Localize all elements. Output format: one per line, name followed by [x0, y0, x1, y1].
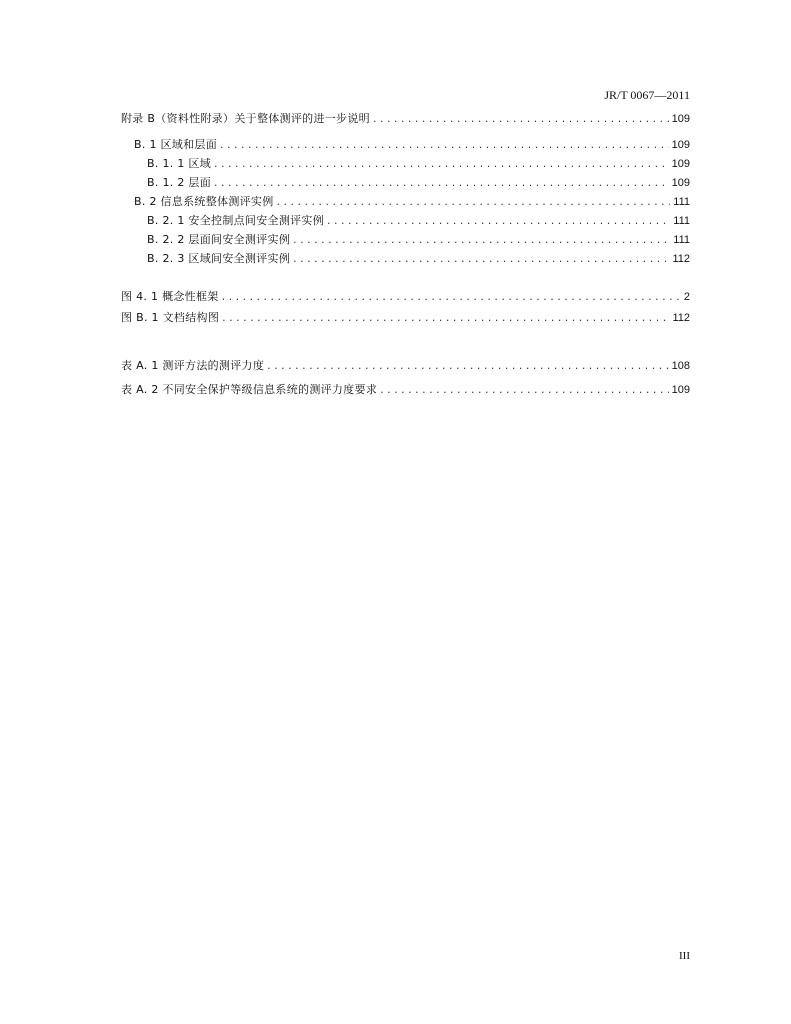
toc-entry-b2-2[interactable]	[0, 232, 791, 248]
toc-entry-b2-3[interactable]	[0, 251, 791, 267]
toc-entry-page: 109	[671, 139, 690, 151]
toc-entry-page: 111	[673, 234, 690, 246]
toc-entry-appendix-b[interactable]	[0, 111, 791, 127]
toc-dot-leader	[214, 156, 669, 172]
toc-entry-page: 109	[671, 113, 690, 125]
toc-entry-label: B. 1 区域和层面	[134, 138, 218, 151]
toc-entry-b1[interactable]	[0, 137, 791, 153]
toc-dot-leader	[222, 289, 681, 305]
toc-dot-leader	[214, 175, 669, 191]
toc-entry-page: 109	[671, 177, 690, 189]
table-entry-a-1[interactable]	[0, 358, 791, 374]
figure-entry-b-1[interactable]	[0, 310, 791, 326]
toc-entry-label: B. 2. 3 区域间安全测评实例	[147, 252, 291, 265]
table-entry-page: 109	[671, 384, 690, 396]
toc-dot-leader	[293, 251, 669, 267]
document-code: JR/T 0067—2011	[604, 88, 690, 102]
toc-entry-label: 附录 B（资料性附录）关于整体测评的进一步说明	[121, 112, 370, 125]
toc-entry-page: 111	[673, 215, 690, 227]
toc-entry-b1-2[interactable]	[0, 175, 791, 191]
toc-entry-b1-1[interactable]	[0, 156, 791, 172]
toc-entry-label: B. 2. 1 安全控制点间安全测评实例	[147, 214, 325, 227]
toc-dot-leader	[267, 358, 669, 374]
table-entry-page: 108	[671, 360, 690, 372]
toc-dot-leader	[327, 213, 670, 229]
table-entry-label: 表 A. 2 不同安全保护等级信息系统的测评力度要求	[121, 383, 378, 396]
toc-dot-leader	[293, 232, 670, 248]
toc-entry-label: B. 1. 1 区域	[147, 157, 212, 170]
figure-entry-label: 图 4. 1 概念性框架	[121, 290, 219, 303]
figure-entry-4-1[interactable]	[0, 289, 791, 305]
toc-dot-leader	[222, 310, 669, 326]
toc-entry-page: 109	[671, 158, 690, 170]
toc-entry-label: B. 2 信息系统整体测评实例	[134, 195, 274, 208]
toc-dot-leader	[277, 194, 671, 210]
toc-entry-label: B. 1. 2 层面	[147, 176, 212, 189]
toc-entry-page: 112	[672, 253, 690, 265]
figure-entry-page: 2	[683, 291, 690, 303]
toc-entry-label: B. 2. 2 层面间安全测评实例	[147, 233, 291, 246]
toc-dot-leader	[220, 137, 669, 153]
toc-entry-page: 111	[673, 196, 690, 208]
table-entry-label: 表 A. 1 测评方法的测评力度	[121, 359, 265, 372]
table-entry-a-2[interactable]	[0, 382, 791, 398]
figure-entry-label: 图 B. 1 文档结构图	[121, 311, 220, 324]
figure-entry-page: 112	[672, 312, 690, 324]
toc-entry-b2[interactable]	[0, 194, 791, 210]
toc-entry-b2-1[interactable]	[0, 213, 791, 229]
toc-dot-leader	[373, 111, 669, 127]
page-number: III	[679, 950, 690, 962]
toc-dot-leader	[380, 382, 669, 398]
